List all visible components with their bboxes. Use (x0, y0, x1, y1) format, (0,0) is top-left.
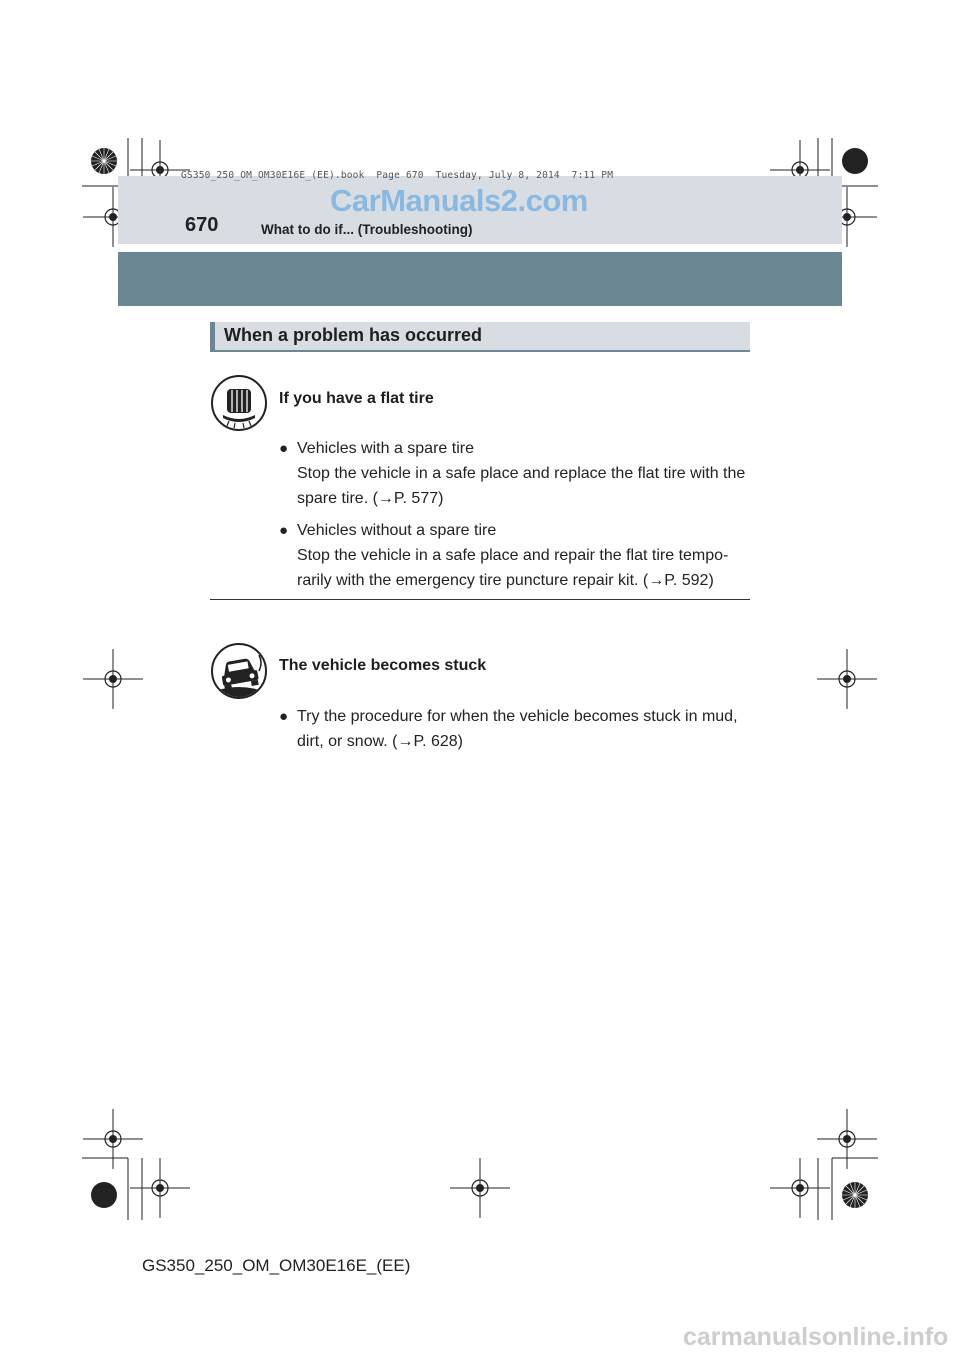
spare-tire-line1: Stop the vehicle in a safe place and replace the flat tire with the (297, 465, 746, 482)
footer-code: GS350_250_OM_OM30E16E_(EE) (142, 1256, 411, 1275)
stuck-line1: Try the procedure for when the vehicle becomes stuck in mud, (297, 708, 738, 725)
no-spare-line1: Stop the vehicle in a safe place and repair the flat tire tempo- (297, 547, 729, 564)
flat-tire-icon (211, 375, 267, 431)
no-spare-heading: Vehicles without a spare tire (297, 522, 497, 539)
section-title: What to do if... (Troubleshooting) (261, 222, 473, 237)
stuck-line2: dirt, or snow. (→P. 628) (297, 733, 463, 750)
box-heading-text: When a problem has occurred (224, 325, 483, 345)
watermark-bottom: carmanualsonline.info (683, 1323, 949, 1351)
no-spare-line2: rarily with the emergency tire puncture repair kit. (→P. 592) (297, 572, 714, 589)
bullet: ● (279, 440, 289, 457)
section-divider (210, 599, 750, 600)
stuck-vehicle-icon (211, 643, 267, 699)
stuck-vehicle-heading: The vehicle becomes stuck (279, 657, 487, 674)
bullet: ● (279, 708, 289, 725)
box-heading (210, 322, 750, 352)
print-header: GS350_250_OM_OM30E16E_(EE).book Page 670 Tuesday, July 8, 2014 7:11 PM (181, 170, 614, 181)
teal-band (118, 252, 842, 306)
spare-tire-heading: Vehicles with a spare tire (297, 440, 474, 457)
page-number: 670 (185, 214, 219, 236)
spare-tire-line2: spare tire. (→P. 577) (297, 490, 444, 507)
watermark-top: CarManuals2.com (330, 183, 588, 218)
bullet: ● (279, 522, 289, 539)
flat-tire-heading: If you have a flat tire (279, 390, 434, 407)
